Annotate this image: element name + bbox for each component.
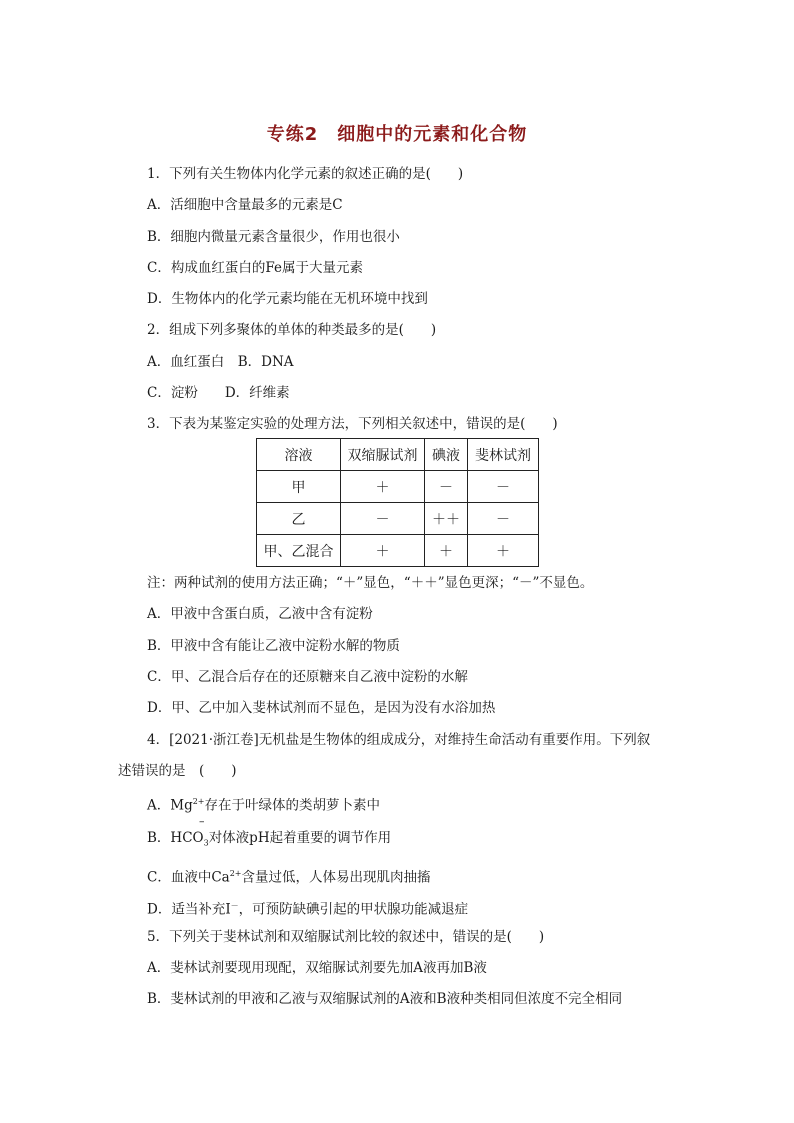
table-cell: ＋ <box>341 471 425 503</box>
q4-option-b-rest: 对体液pH起着重要的调节作用 <box>208 830 392 846</box>
table-cell: － <box>468 503 539 535</box>
q2-options-ab: A．血红蛋白 B．DNA <box>147 354 294 370</box>
q4-option-b-subscript: 3 <box>203 838 209 848</box>
q3-note: 注：两种试剂的使用方法正确；“＋”显色，“＋＋”显色更深；“－”不显色。 <box>147 575 594 591</box>
q3-option-a: A．甲液中含蛋白质，乙液中含有淀粉 <box>147 606 373 622</box>
table-header-cell: 斐林试剂 <box>468 439 539 471</box>
q4-option-d-text: D．适当补充I <box>147 901 231 918</box>
q5-option-a: A．斐林试剂要现用现配，双缩脲试剂要先加A液再加B液 <box>147 960 487 976</box>
q4-option-c-text: C．血液中Ca <box>147 869 230 886</box>
table-cell: 甲、乙混合 <box>257 535 341 567</box>
table-row <box>257 503 539 535</box>
q4-option-d <box>147 897 468 919</box>
q4-option-d-rest: ，可预防缺碘引起的甲状腺功能减退症 <box>238 901 469 918</box>
table-cell: － <box>425 471 468 503</box>
q1-option-c: C．构成血红蛋白的Fe属于大量元素 <box>147 260 363 276</box>
q4-option-a <box>147 793 380 815</box>
q1-option-a: A．活细胞中含量最多的元素是C <box>147 197 343 213</box>
page-title: 专练2 细胞中的元素和化合物 <box>266 124 528 145</box>
table-header-cell: 溶液 <box>257 439 341 471</box>
table-cell: ＋ <box>468 535 539 567</box>
table-cell: 甲 <box>257 471 341 503</box>
q3-option-b: B．甲液中含有能让乙液中淀粉水解的物质 <box>147 638 400 654</box>
q2-stem: 2．组成下列多聚体的单体的种类最多的是( ) <box>147 322 437 338</box>
q5-option-b: B．斐林试剂的甲液和乙液与双缩脲试剂的A液和B液种类相同但浓度不完全相同 <box>147 991 623 1007</box>
q2-options-cd: C．淀粉 D．纤维素 <box>147 385 290 401</box>
q4-option-b <box>147 829 391 853</box>
table-header-cell: 双缩脲试剂 <box>341 439 425 471</box>
q1-option-b: B．细胞内微量元素含量很少，作用也很小 <box>147 229 400 245</box>
q4-option-d-charge: － <box>230 901 239 910</box>
table-cell: ＋＋ <box>425 503 468 535</box>
table-cell: － <box>468 471 539 503</box>
q4-stem-line2: 述错误的是 ( ) <box>118 763 237 779</box>
table-row <box>257 471 539 503</box>
q1-option-d: D．生物体内的化学元素均能在无机环境中找到 <box>147 291 428 307</box>
q4-stem-line1: 4．[2021·浙江卷]无机盐是生物体的组成成分，对维持生命活动有重要作用。下列叙 <box>147 732 651 748</box>
q4-option-c-rest: 含量过低，人体易出现肌肉抽搐 <box>241 869 431 886</box>
q5-stem: 5．下列关于斐林试剂和双缩脲试剂比较的叙述中，错误的是( ) <box>147 929 545 945</box>
experiment-table <box>256 438 539 567</box>
table-cell: 乙 <box>257 503 341 535</box>
q4-option-b-charge-mark: – <box>199 815 205 828</box>
q3-option-c: C．甲、乙混合后存在的还原糖来自乙液中淀粉的水解 <box>147 669 468 685</box>
q1-stem: 1．下列有关生物体内化学元素的叙述正确的是( ) <box>147 166 464 182</box>
q3-stem: 3．下表为某鉴定实验的处理方法，下列相关叙述中，错误的是( ) <box>147 416 558 432</box>
q4-option-a-text: A．Mg <box>147 797 193 814</box>
q4-option-a-charge: 2+ <box>192 797 205 806</box>
q4-option-c-charge: 2+ <box>229 869 242 878</box>
table-header-row <box>257 439 539 471</box>
table-header-cell: 碘液 <box>425 439 468 471</box>
table-cell: ＋ <box>425 535 468 567</box>
table-cell: － <box>341 503 425 535</box>
table-cell: ＋ <box>341 535 425 567</box>
q4-option-b-text: B．HCO <box>147 830 204 846</box>
q4-option-c <box>147 865 431 887</box>
q4-option-a-rest: 存在于叶绿体的类胡萝卜素中 <box>204 797 381 814</box>
q3-option-d: D．甲、乙中加入斐林试剂而不显色，是因为没有水浴加热 <box>147 700 496 716</box>
table-row <box>257 535 539 567</box>
